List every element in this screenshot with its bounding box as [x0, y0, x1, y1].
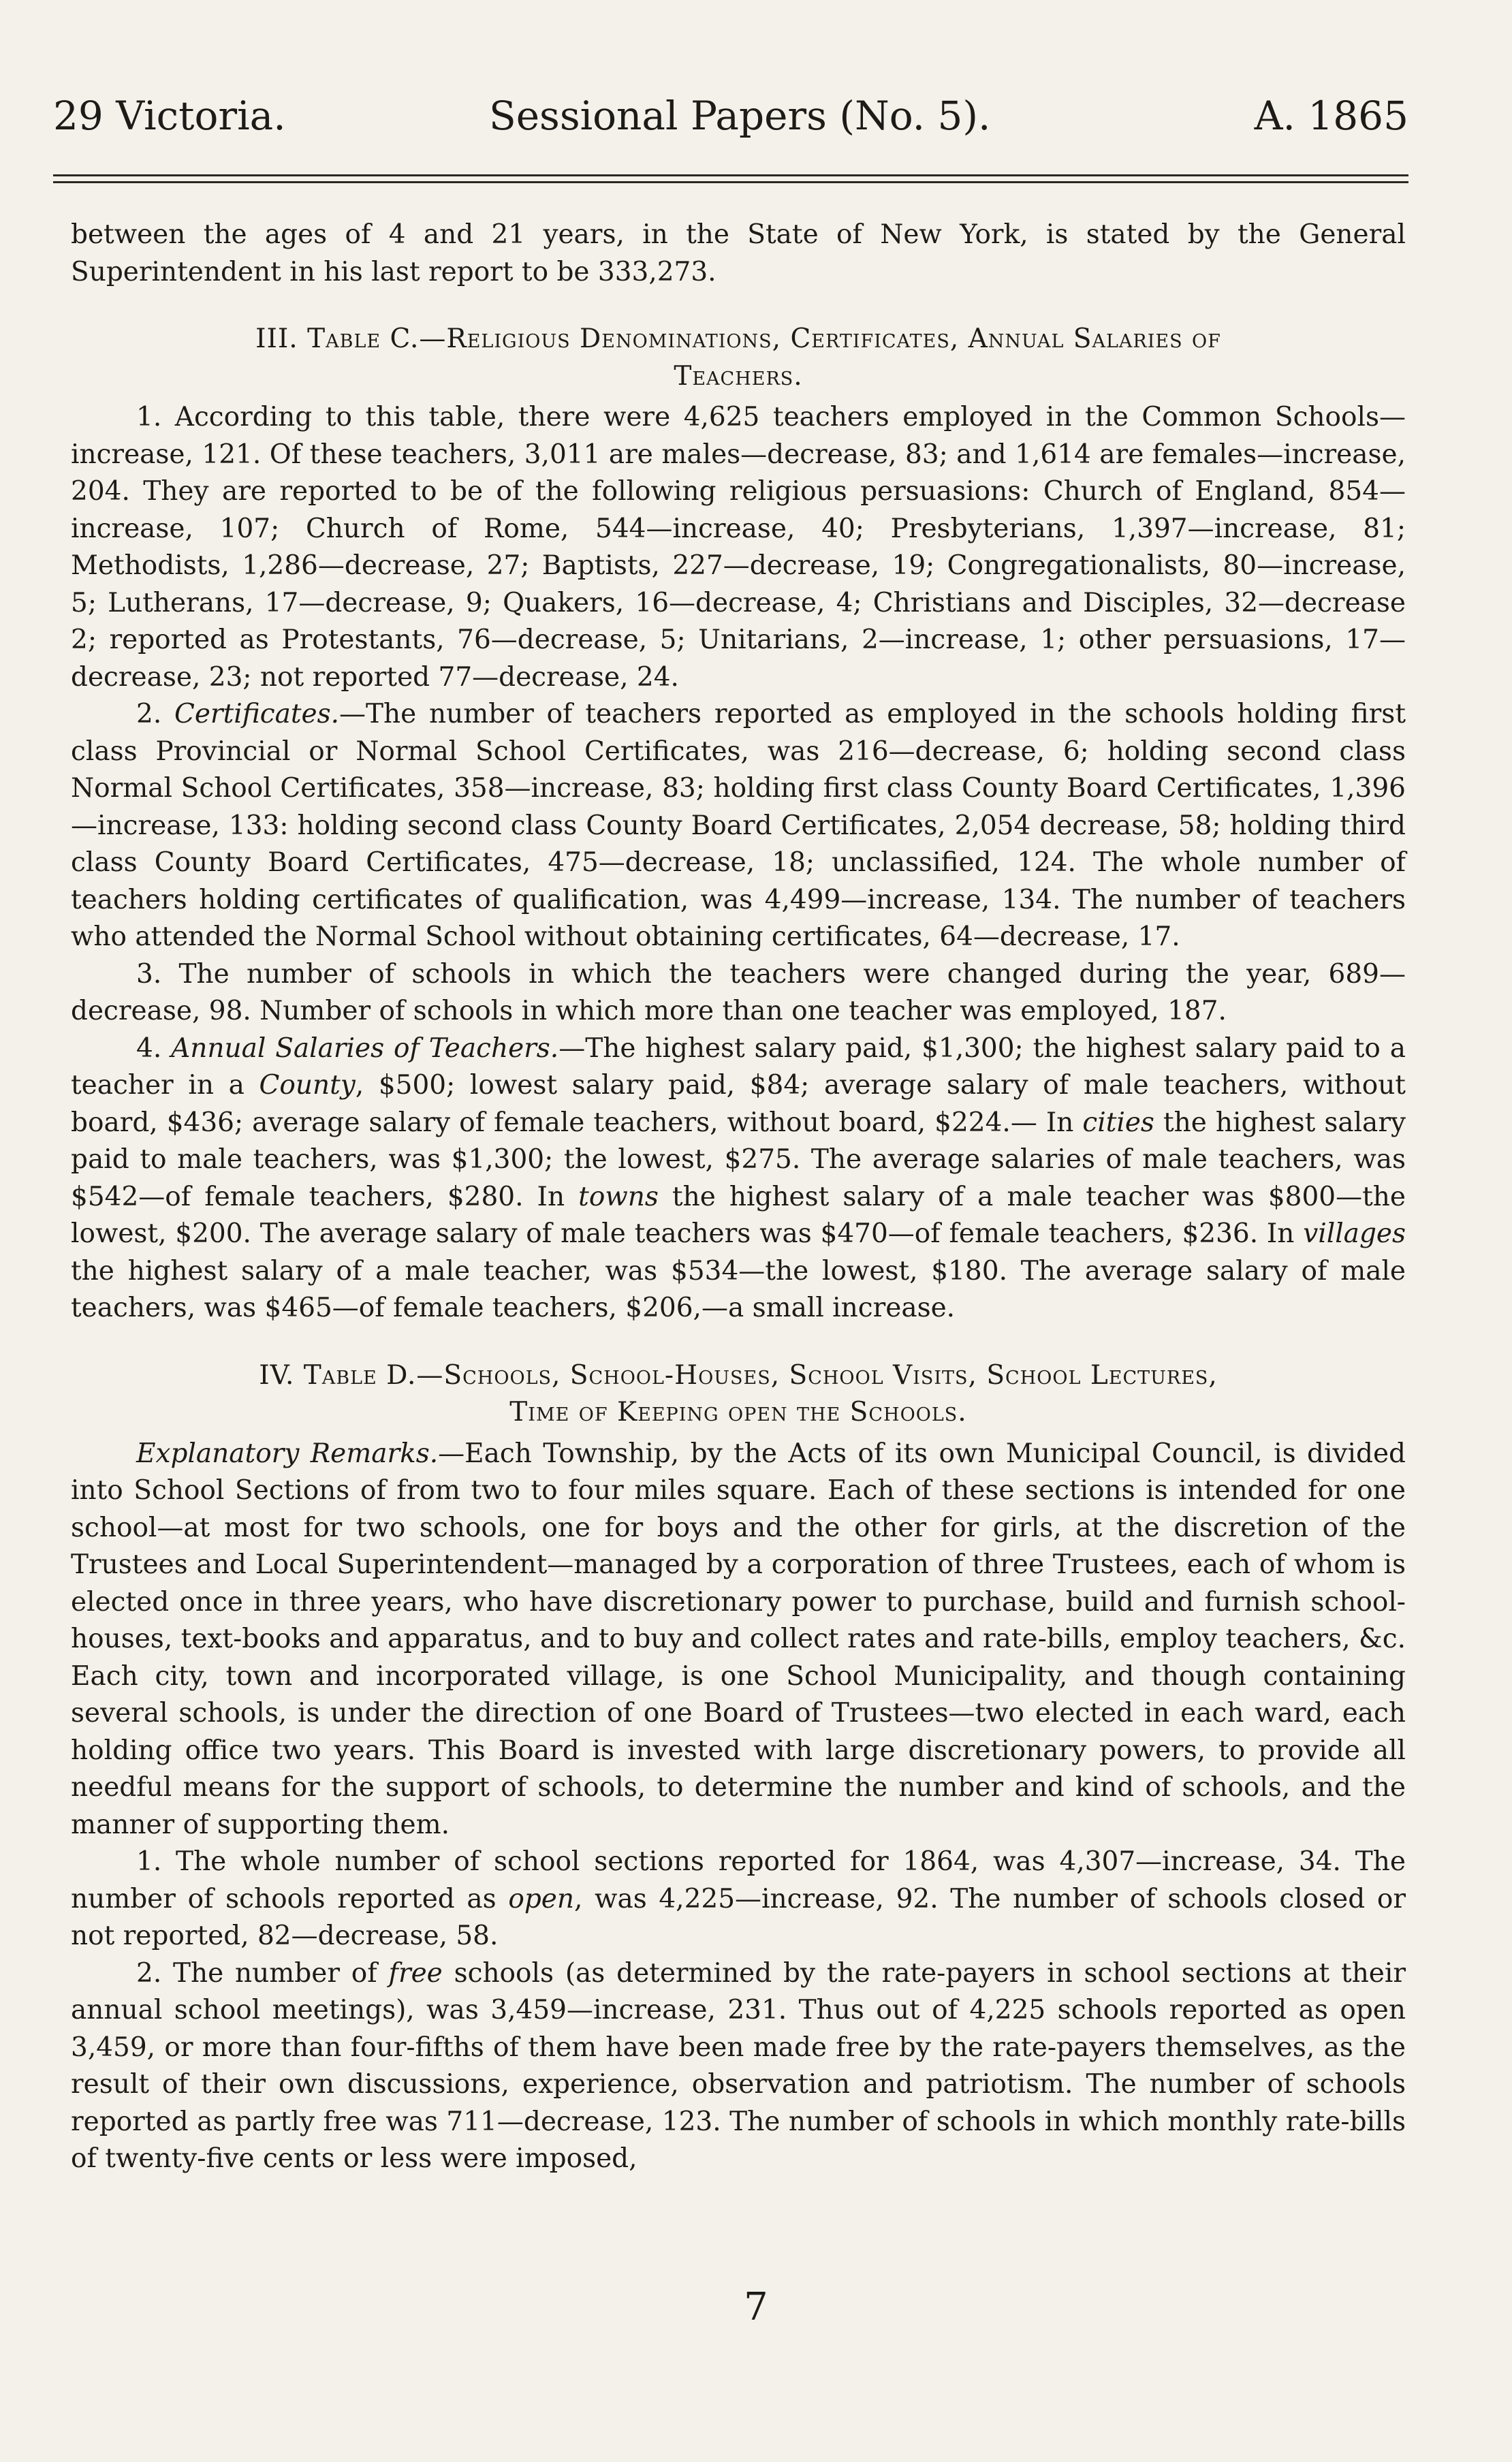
section-iv-title-line1: IV. Table D.—Schools, School-Houses, School Visits, School Lectures,: [259, 1359, 1218, 1391]
section-iii-title-line1: III. Table C.—Religious Denominations, Certificates, Annual Salaries of: [255, 323, 1221, 354]
section-iii-heading: [71, 321, 1406, 395]
section-iii-paragraph-2: [71, 696, 1406, 956]
section-iii-paragraph-3: 3. The number of schools in which the teachers were changed during the year, 689—decrease, 98. Number of schools in which more than one teacher was employed, 187.: [71, 958, 1406, 1026]
paragraph-text: schools (as determined by the rate-payers in school sections at their annual school meetings), was 3,459—increase, 231. Thus out of 4,225 schools reported as open 3,459, or more than four-fifths of them have been made free by the rate-payers themselves, as the result of their own discussions, experience, observation and patriotism. The number of schools reported as partly free was 711—decrease, 123. The number of schools in which monthly rate-bills of twenty-five cents or less were imposed,: [71, 1957, 1406, 2174]
paragraph-text: —The number of teachers reported as employed in the schools holding first class Provincial or Normal School Certificates, was 216—decrease, 6; holding second class Normal School Certificates, 358—increase, 83; holding first class County Board Certificates, 1,396—increase, 133: holding second class County Board Certificates, 2,054 decrease, 58; holding third class County Board Certificates, 475—decrease, 18; unclassified, 124. The whole number of teachers holding certificates of qualification, was 4,499—increase, 134. The number of teachers who attended the Normal School without obtaining certificates, 64—decrease, 17.: [71, 699, 1406, 952]
section-iii-title-line2: Teachers.: [674, 360, 803, 392]
page-header: [53, 89, 1408, 143]
paragraph-text: the highest salary of a male teacher, was $534—the lowest, $180. The average salary of male teachers, was $465—of female teachers, $206,—a small increase.: [71, 1255, 1406, 1323]
section-iv-paragraph-1: [71, 1844, 1406, 1955]
continuation-paragraph: between the ages of 4 and 21 years, in the State of New York, is stated by the General Superintendent in his last report to be 333,273.: [71, 219, 1406, 287]
header-session: 29 Victoria.: [53, 93, 286, 139]
header-title: Sessional Papers (No. 5).: [489, 93, 991, 139]
header-rule-bottom: [53, 181, 1408, 183]
emphasis-county: County: [259, 1070, 356, 1101]
paragraph-text: 2. The number of: [136, 1957, 389, 1989]
run-in-heading: Certificates.: [174, 699, 339, 729]
section-iv-title-line2: Time of Keeping open the Schools.: [509, 1397, 967, 1427]
page-number: 7: [744, 2285, 768, 2329]
section-iii-paragraph-1: 1. According to this table, there were 4,625 teachers employed in the Common Schools—increase, 121. Of these teachers, 3,011 are males—decrease, 83; and 1,614 are females—increase, 204. They are reported to be of the following religious persuasions: Church of England, 854—increase, 107; Church of Rome, 544—increase, 40; Presbyterians, 1,397—increase, 81; Methodists, 1,286—decrease, 27; Baptists, 227—decrease, 19; Congregationalists, 80—increase, 5; Lutherans, 17—decrease, 9; Quakers, 16—decrease, 4; Christians and Disciples, 32—decrease 2; reported as Protestants, 76—decrease, 5; Unitarians, 2—increase, 1; other persuasions, 17—decrease, 23; not reported 77—decrease, 24.: [71, 402, 1406, 693]
paragraph-text: —Each Township, by the Acts of its own Municipal Council, is divided into School Sections of from two to four miles square. Each of these sections is intended for one school—at most for two schools, one for boys and the other for girls, at the discretion of the Trustees and Local Superintendent—managed by a corporation of three Trustees, each of whom is elected once in three years, who have discretionary power to purchase, build and furnish school-houses, text-books and apparatus, and to buy and collect rates and rate-bills, employ teachers, &c. Each city, town and incorporated village, is one School Municipality, and though containing several schools, is under the direction of one Board of Trustees—two elected in each ward, each holding office two years. This Board is invested with large discretionary powers, to provide all needful means for the support of schools, to determine the number and kind of schools, and the manner of supporting them.: [71, 1438, 1406, 1840]
run-in-heading: Annual Salaries of Teachers.: [171, 1032, 559, 1064]
section-iv-paragraph-2: [71, 1955, 1406, 2178]
paragraph-text: 1. The whole number of school sections reported for 1864, was 4,307—increase, 34. The number of schools reported as: [71, 1846, 1406, 1914]
emphasis-villages: villages: [1303, 1218, 1406, 1249]
paragraph-number: 4.: [136, 1032, 172, 1064]
run-in-heading: Explanatory Remarks.: [136, 1438, 439, 1469]
paragraph-number: 2.: [136, 699, 174, 729]
header-year: A. 1865: [1254, 93, 1408, 139]
header-rule-top: [53, 174, 1408, 176]
paragraph-text: , was 4,225—increase, 92. The number of schools closed or not reported, 82—decrease, 58.: [71, 1883, 1406, 1951]
section-iv-heading: [71, 1357, 1406, 1432]
emphasis-free: free: [388, 1957, 443, 1989]
body-text: [71, 217, 1406, 2178]
section-iii-paragraph-4: [71, 1030, 1406, 1327]
paragraph-text: the highest salary paid to male teachers, was $1,300; the lowest, $275. The average salaries of male teachers, was $542—of female teachers, $280. In: [71, 1107, 1406, 1212]
paragraph-text: —The highest salary paid, $1,300; the highest salary paid to a teacher in a: [71, 1032, 1406, 1101]
paragraph-text: , $500; lowest salary paid, $84; average salary of male teachers, without board, $436; average salary of female teachers, without board, $224.— In: [71, 1070, 1406, 1138]
emphasis-cities: cities: [1082, 1107, 1154, 1138]
section-iv-explanatory-remarks: [71, 1436, 1406, 1844]
paragraph-text: the highest salary of a male teacher was $800—the lowest, $200. The average salary of male teachers was $470—of female teachers, $236. In: [71, 1181, 1406, 1249]
emphasis-open: open: [508, 1883, 574, 1914]
emphasis-towns: towns: [578, 1181, 659, 1212]
